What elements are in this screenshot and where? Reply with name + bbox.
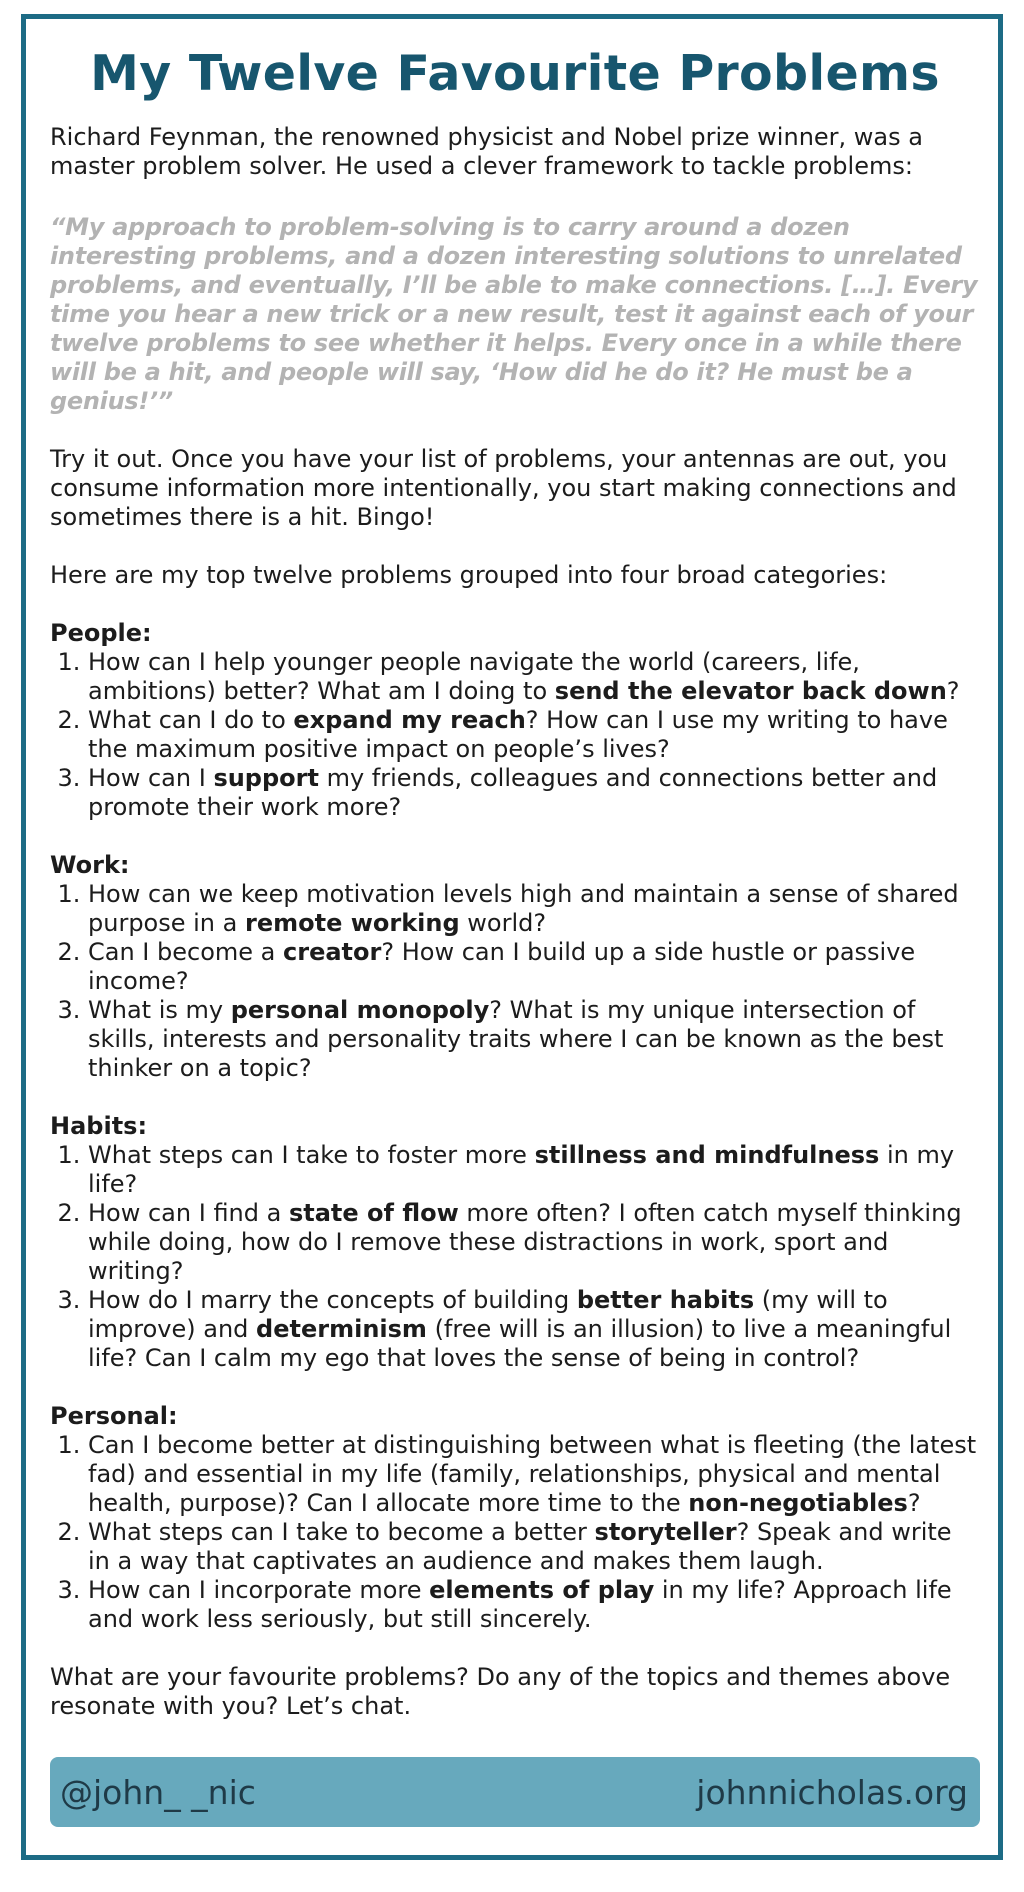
category-label-personal: Personal: <box>50 1401 178 1430</box>
page-title: My Twelve Favourite Problems <box>90 45 940 102</box>
personal-list <box>50 1431 980 1634</box>
website-link[interactable]: johnnicholas.org <box>696 1772 968 1812</box>
list-item: 3. How can I support my friends, colleagues and connections better and promote their work more? <box>88 764 980 822</box>
category-label-work: Work: <box>50 850 130 879</box>
list-item: 1. How can we keep motivation levels high and maintain a sense of shared purpose in a remote working world? <box>88 880 980 938</box>
list-item: 3. How do I marry the concepts of building better habits (my will to improve) and determinism (free will is an illusion) to live a meaningful life? Can I calm my ego that loves the sense of being in control? <box>88 1286 980 1373</box>
here-are-paragraph: Here are my top twelve problems grouped into four broad categories: <box>50 560 888 589</box>
list-item: 2. Can I become a creator? How can I build up a side hustle or passive income? <box>88 938 980 996</box>
poster-frame <box>21 14 1003 1860</box>
category-label-people: People: <box>50 618 152 647</box>
list-item: 1. Can I become better at distinguishing between what is fleeting (the latest fad) and essential in my life (family, relationships, physical and mental health, purpose)? Can I allocate more time to the non-negotiables? <box>88 1431 980 1518</box>
list-item: 2. How can I find a state of flow more often? I often catch myself thinking while doing, how do I remove these distractions in work, sport and writing? <box>88 1199 980 1286</box>
list-item: 1. What steps can I take to foster more stillness and mindfulness in my life? <box>88 1141 980 1199</box>
content <box>50 47 980 1721</box>
list-item: 3. How can I incorporate more elements of play in my life? Approach life and work less seriously, but still sincerely. <box>88 1576 980 1634</box>
intro-paragraph: Richard Feynman, the renowned physicist and Nobel prize winner, was a master problem solver. He used a clever framework to tackle problems: <box>50 122 923 180</box>
footer-bar <box>50 1757 980 1827</box>
feynman-quote: “My approach to problem-solving is to carry around a dozen interesting problems, and a dozen interesting solutions to unrelated problems, and eventually, I’ll be able to make connections. […]. Every time you hear a new trick or a new result, test it against each of your twelve problems to see whether it helps. Every once in a while there will be a hit, and people will say, ‘How did he do it? He must be a genius!’” <box>50 212 978 415</box>
list-item: 2. What can I do to expand my reach? How can I use my writing to have the maximum positive impact on people’s lives? <box>88 706 980 764</box>
try-it-paragraph: Try it out. Once you have your list of problems, your antennas are out, you consume information more intentionally, you start making connections and sometimes there is a hit. Bingo! <box>50 444 957 531</box>
twitter-handle[interactable]: @john_ _nic <box>60 1772 256 1812</box>
category-label-habits: Habits: <box>50 1111 148 1140</box>
list-item: 1. How can I help younger people navigate the world (careers, life, ambitions) better? What am I doing to send the elevator back down? <box>88 648 980 706</box>
habits-list <box>50 1141 980 1373</box>
list-item: 3. What is my personal monopoly? What is my unique intersection of skills, interests and personality traits where I can be known as the best thinker on a topic? <box>88 996 980 1083</box>
list-item: 2. What steps can I take to become a better storyteller? Speak and write in a way that captivates an audience and makes them laugh. <box>88 1518 980 1576</box>
people-list <box>50 648 980 822</box>
work-list <box>50 880 980 1083</box>
closing-paragraph: What are your favourite problems? Do any of the topics and themes above resonate with you? Let’s chat. <box>50 1662 951 1720</box>
